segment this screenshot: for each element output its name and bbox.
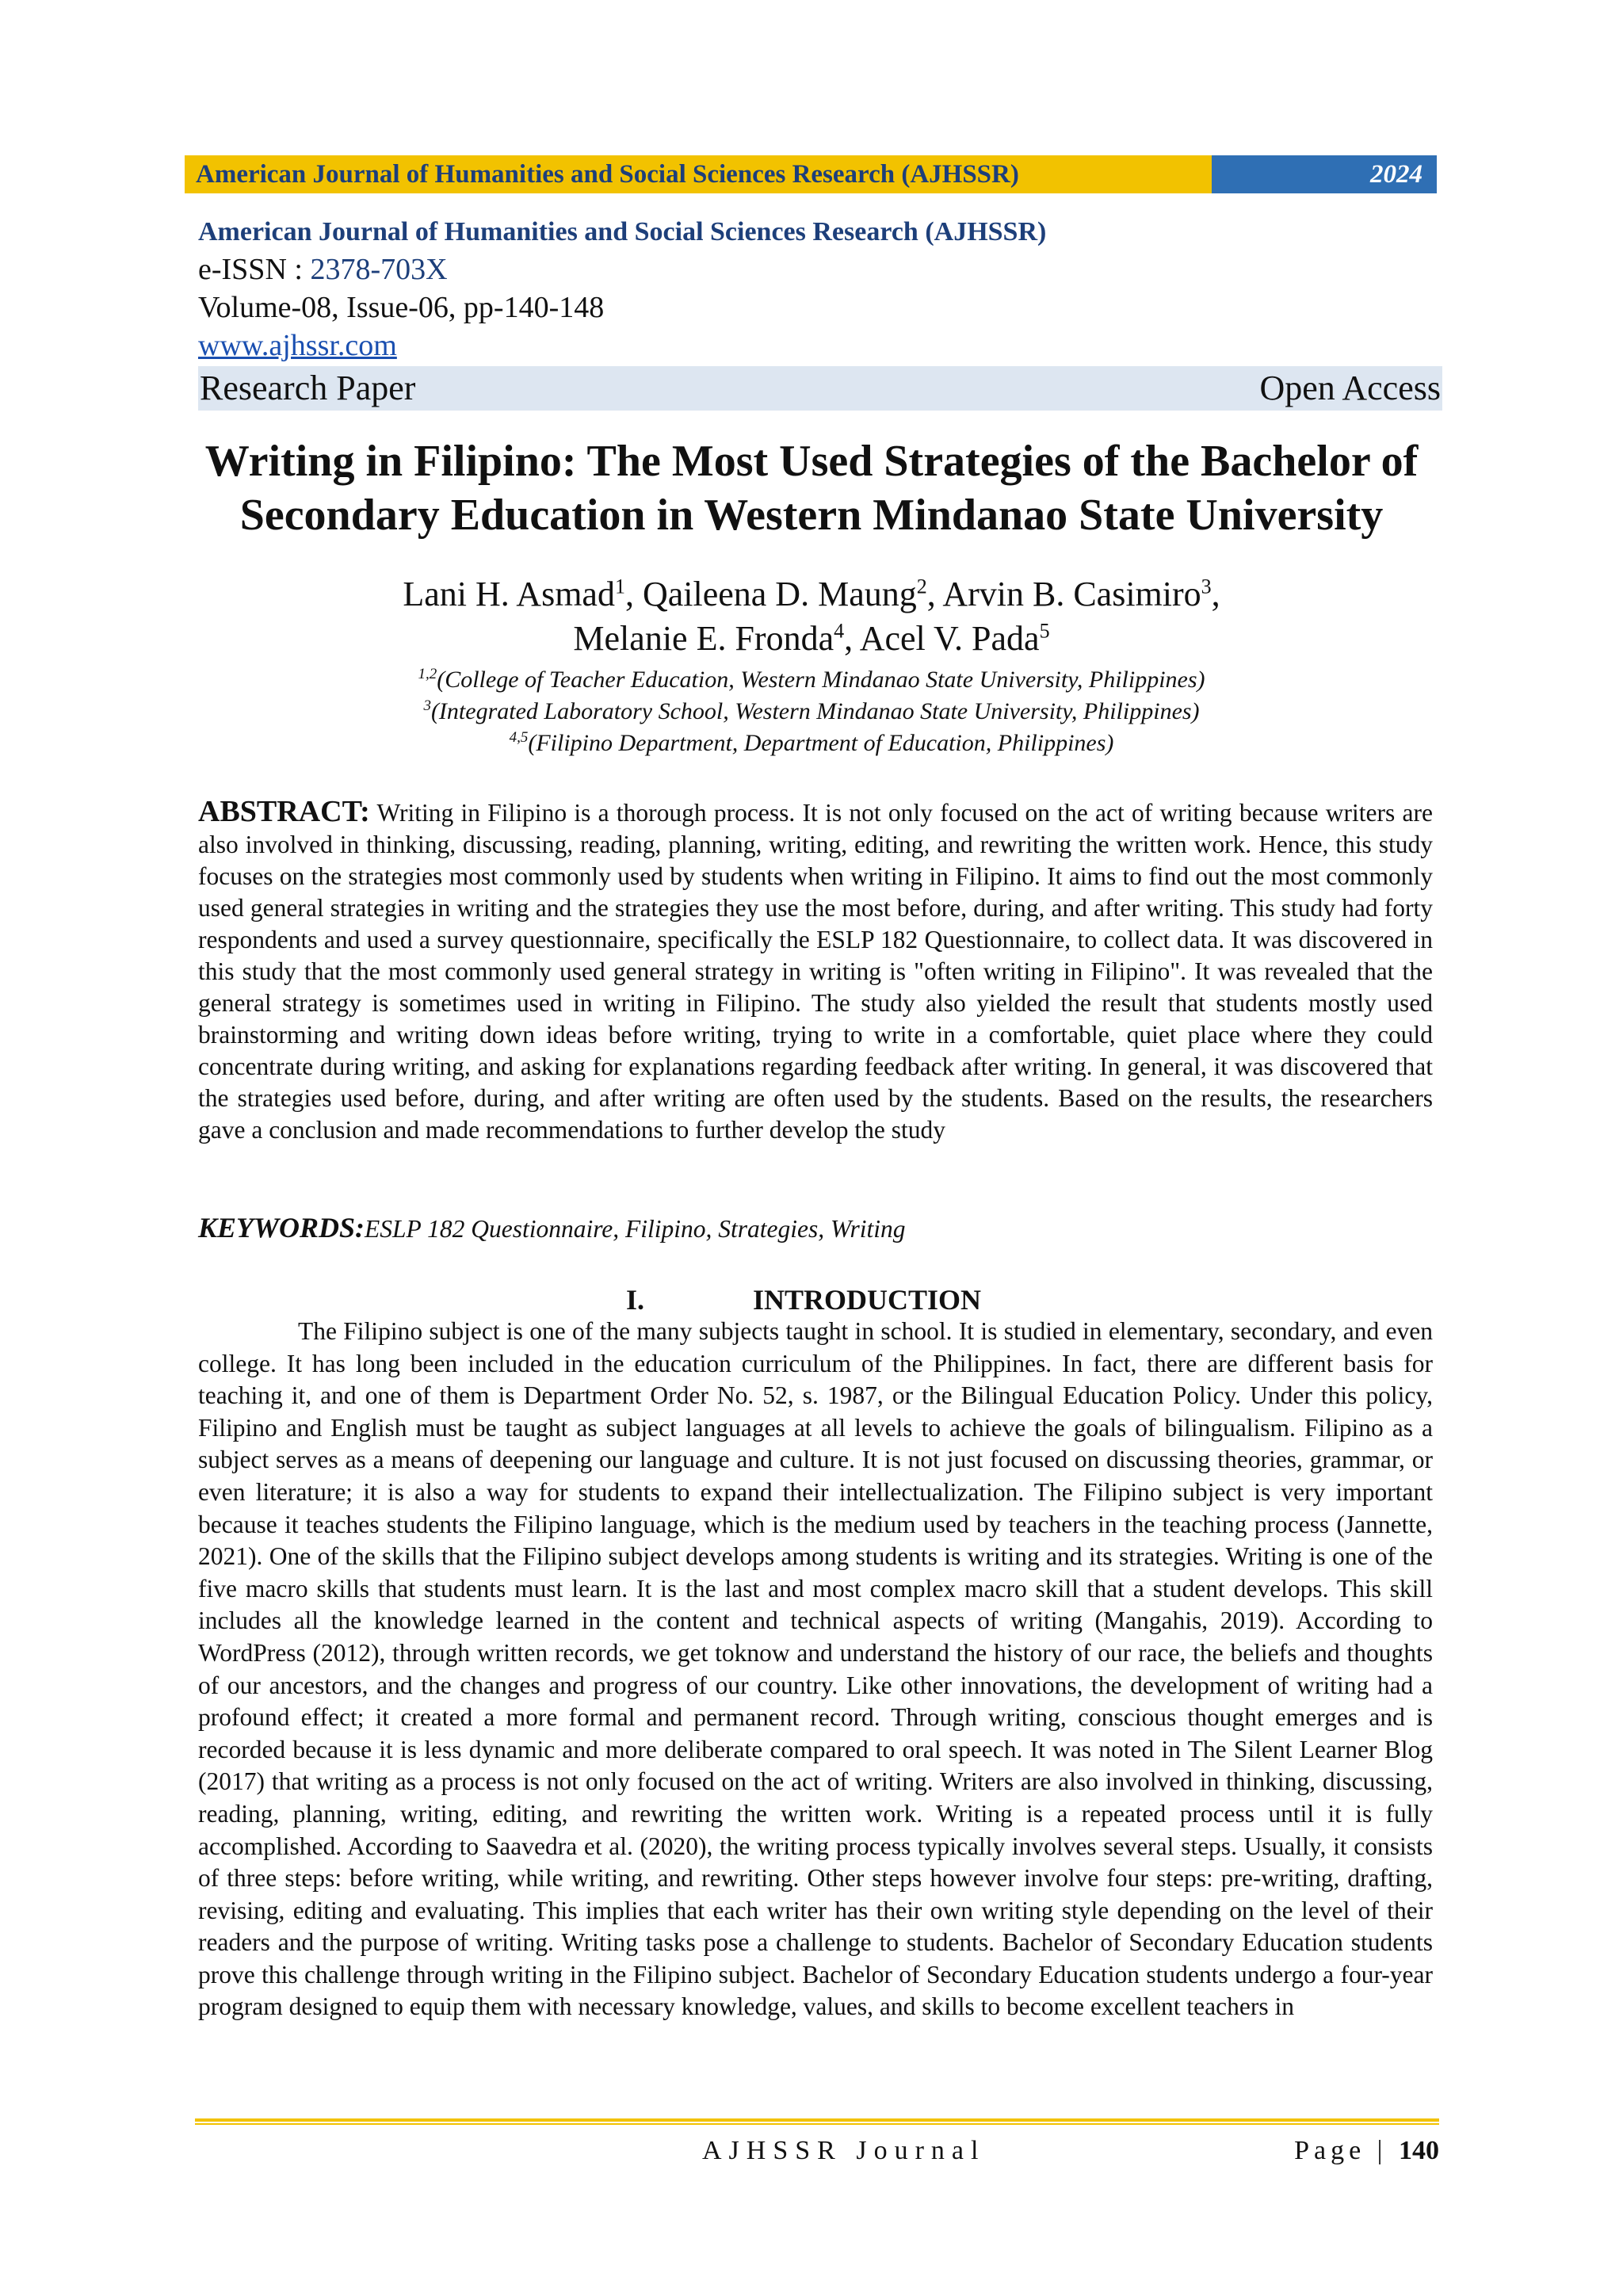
article-title-line-2: Secondary Education in Western Mindanao State University [239, 491, 1384, 540]
affiliation-list [158, 664, 1465, 759]
keywords-label: KEYWORDS: [198, 1212, 365, 1244]
author-sup: 2 [916, 575, 927, 598]
footer-journal: AJHSSR Journal [702, 2136, 986, 2165]
affiliation-sup: 3 [423, 697, 431, 714]
author-name: Acel V. Pada [859, 619, 1040, 658]
author-sep: , [926, 575, 943, 613]
paper-type: Research Paper [200, 369, 416, 407]
author-sup: 5 [1039, 619, 1050, 643]
abstract-text: Writing in Filipino is a thorough process. It is not only focused on the act of writing because writers are also involved in thinking, discussing, reading, planning, writing, editing, and rewriting the written work. Hence, this study focuses on the strategies most commonly used by students when writing in Filipino. It aims to find out the most commonly used general strategies in writing and the strategies they use the most before, during, and after writing. This study had forty respondents and used a survey questionnaire, specifically the ESLP 182 Questionnaire, to collect data. It was discovered in this study that the most commonly used general strategy in writing is "often writing in Filipino". It was revealed that the general strategy is sometimes used in writing in Filipino. The study also yielded the result that students mostly used brainstorming and writing down ideas before writing, trying to write in a comfortable, quiet place where they could concentrate during writing, and asking for explanations regarding feedback after writing. In general, it was discovered that the strategies used before, during, and after writing are often used by the students. Based on the results, the researchers gave a conclusion and made recommendations to further develop the study [198, 799, 1433, 1144]
affiliation-text: (Integrated Laboratory School, Western Mindanao State University, Philippines) [430, 698, 1200, 724]
affiliation [158, 728, 1465, 759]
footer-page-number: 140 [1399, 2136, 1439, 2165]
abstract-label: ABSTRACT: [198, 795, 370, 828]
author-list [158, 572, 1465, 661]
page-footer [195, 2134, 1439, 2168]
footer-page-label: Page | [1294, 2136, 1399, 2165]
author-sep: , [1211, 575, 1220, 613]
issn-value: 2378-703X [310, 253, 448, 286]
author-sup: 3 [1201, 575, 1212, 598]
issn-label: e-ISSN : [198, 253, 311, 286]
article-title-line-1: Writing in Filipino: The Most Used Strategies of the Bachelor of [204, 437, 1419, 486]
paper-type-bar [198, 366, 1442, 411]
running-header [185, 155, 1437, 193]
author-name: Qaileena D. Maung [642, 575, 917, 613]
author-sup: 4 [834, 619, 845, 643]
running-header-journal: American Journal of Humanities and Social Sciences Research (AJHSSR) [185, 155, 1212, 193]
affiliation-sup: 1,2 [418, 666, 437, 682]
author-sep: , [844, 619, 860, 658]
footer-rule [195, 2118, 1439, 2122]
access-type: Open Access [1259, 369, 1441, 407]
journal-meta [198, 214, 1442, 411]
author-sup: 1 [614, 575, 625, 598]
issn-line [198, 250, 1442, 288]
affiliation [158, 664, 1465, 696]
affiliation-text: (Filipino Department, Department of Education, Philippines) [528, 730, 1114, 756]
volume-line: Volume-08, Issue-06, pp-140-148 [198, 291, 605, 324]
author-name: Melanie E. Fronda [573, 619, 834, 658]
article-title [158, 434, 1465, 542]
journal-title: American Journal of Humanities and Social Sciences Research (AJHSSR) [198, 217, 1047, 246]
footer-page [1294, 2134, 1439, 2168]
section-heading-introduction [198, 1282, 1433, 1317]
section-title: INTRODUCTION [753, 1284, 982, 1316]
introduction-paragraph: The Filipino subject is one of the many subjects taught in school. It is studied in elementary, secondary, and even college. It has long been included in the education curriculum of the Philippines. In fact, there are different basis for teaching it, and one of them is Department Order No. 52, s. 1987, or the Bilingual Education Policy. Under this policy, Filipino and English must be taught as subject languages at all levels to achieve the goals of bilingualism. Filipino as a subject serves as a means of deepening our language and culture. It is not just focused on discussing theories, grammar, or even literature; it is also a way for students to expand their intellectualization. The Filipino subject is very important because it teaches students the Filipino language, which is the medium used by teachers in the teaching process (Jannette, 2021). One of the skills that the Filipino subject develops among students is writing and its strategies. Writing is one of the five macro skills that students must learn. It is the last and most complex macro skill that a student develops. This skill includes all the knowledge learned in the content and technical aspects of writing (Mangahis, 2019). According to WordPress (2012), through written records, we get toknow and understand the history of our race, the beliefs and thoughts of our ancestors, and the changes and progress of our country. Like other innovations, the development of writing had a profound effect; it created a more formal and permanent record. Through writing, conscious thought emerges and is recorded because it is less dynamic and more deliberate compared to oral speech. It was noted in The Silent Learner Blog (2017) that writing as a process is not only focused on the act of writing. Writers are also involved in thinking, discussing, reading, planning, writing, editing, and rewriting the written work. Writing is a repeated process until it is fully accomplished. According to Saavedra et al. (2020), the writing process typically involves several steps. Usually, it consists of three steps: before writing, while writing, and rewriting. Other steps however involve four steps: pre-writing, drafting, revising, editing and evaluating. This implies that each writer has their own writing style depending on the level of their readers and the purpose of writing. Writing tasks pose a challenge to students. Bachelor of Secondary Education students prove this challenge through writing in the Filipino subject. Bachelor of Secondary Education students undergo a four-year program designed to equip them with necessary knowledge, values, and skills to become excellent teachers in [198, 1317, 1433, 2021]
affiliation-sup: 4,5 [509, 729, 529, 746]
author-name: Lani H. Asmad [403, 575, 615, 613]
author-name: Arvin B. Casimiro [942, 575, 1201, 613]
keywords [198, 1211, 1433, 1246]
abstract [198, 796, 1433, 1146]
running-header-year: 2024 [1212, 155, 1437, 193]
keywords-text: ESLP 182 Questionnaire, Filipino, Strategies, Writing [365, 1215, 906, 1243]
journal-website-link[interactable]: www.ajhssr.com [198, 329, 397, 362]
author-sep: , [624, 575, 643, 613]
affiliation-text: (College of Teacher Education, Western Mindanao State University, Philippines) [437, 667, 1205, 693]
footer-rule-thin [195, 2123, 1439, 2125]
section-number: I. [626, 1284, 645, 1316]
affiliation [158, 696, 1465, 728]
